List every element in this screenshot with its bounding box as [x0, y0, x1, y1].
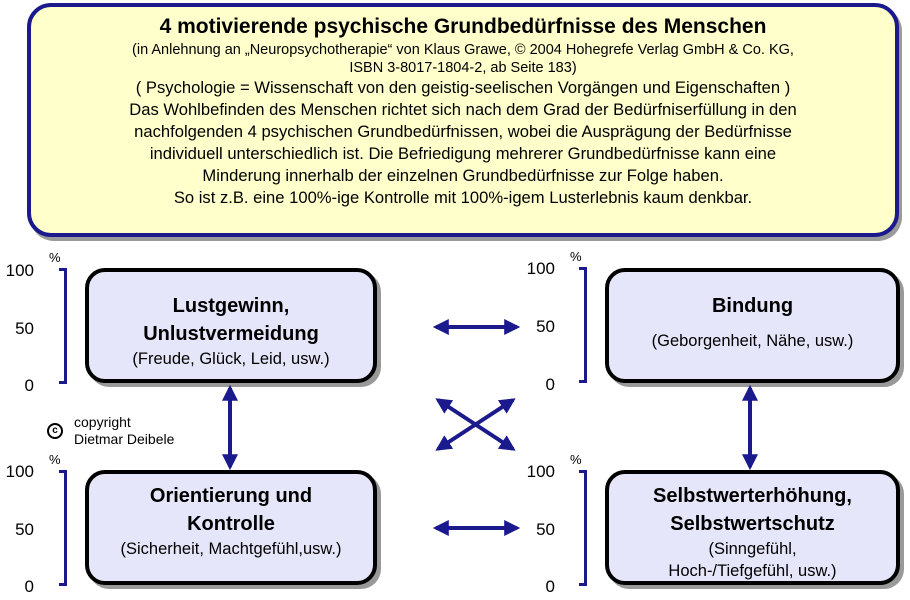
need-subtitle: (Sinngefühl, — [708, 540, 797, 558]
scale-unit: % — [49, 452, 61, 467]
copyright-line-1: copyright — [74, 414, 131, 430]
body-line: ( Psychologie = Wissenschaft von den geistig-seelischen Vorgängen und Eigenschaften ) — [135, 78, 791, 97]
scale-tick-100: 100 — [5, 462, 34, 481]
diagram-title: 4 motivierende psychische Grundbedürfnisse des Menschen — [159, 15, 767, 38]
need-subtitle: (Sicherheit, Machtgefühl,usw.) — [120, 540, 342, 558]
body-line: Das Wohlbefinden des Menschen richtet sich nach dem Grad der Bedürfniserfüllung in den — [129, 100, 797, 119]
scale-tick-50: 50 — [15, 319, 34, 338]
need-subtitle: (Geborgenheit, Nähe, usw.) — [651, 332, 854, 350]
body-line: Minderung innerhalb der einzelnen Grundbedürfnisse zur Folge haben. — [202, 166, 724, 185]
need-title: Bindung — [711, 295, 794, 317]
need-title: Lustgewinn, — [172, 295, 290, 317]
scale-tick-50: 50 — [15, 520, 34, 539]
scale-tick-0: 0 — [24, 376, 34, 395]
scale-unit: % — [570, 249, 582, 264]
need-title: Selbstwerterhöhung, — [653, 485, 852, 507]
need-title: Orientierung und — [149, 485, 313, 507]
reference-line-1: (in Anlehnung an „Neuropsychotherapie“ von Klaus Grawe, © 2004 Hohegrefe Verlag GmbH & Co. KG, — [132, 42, 794, 58]
scale-tick-50: 50 — [536, 317, 555, 336]
copyright-icon: c — [47, 423, 63, 439]
need-title: Kontrolle — [187, 513, 275, 535]
copyright-line-2: Dietmar Deibele — [74, 431, 175, 447]
scale-tick-0: 0 — [545, 577, 555, 596]
scale-tick-100: 100 — [526, 462, 555, 481]
need-title: Selbstwertschutz — [670, 513, 835, 535]
body-line: nachfolgenden 4 psychischen Grundbedürfnissen, wobei die Ausprägung der Bedürfnisse — [134, 122, 792, 141]
scale-tick-100: 100 — [526, 259, 555, 278]
need-subtitle: (Freude, Glück, Leid, usw.) — [132, 350, 330, 368]
need-title: Unlustvermeidung — [143, 323, 319, 345]
scale-tick-0: 0 — [545, 375, 555, 394]
scale-tick-50: 50 — [536, 520, 555, 539]
scale-tick-100: 100 — [5, 261, 34, 280]
scale-unit: % — [49, 250, 61, 265]
scale-unit: % — [570, 452, 582, 467]
body-line: individuell unterschiedlich ist. Die Befriedigung mehrerer Grundbedürfnisse kann eine — [149, 144, 777, 163]
scale-tick-0: 0 — [24, 577, 34, 596]
need-subtitle: Hoch-/Tiefgefühl, usw.) — [668, 562, 837, 580]
body-line: So ist z.B. eine 100%-ige Kontrolle mit 100%-igem Lusterlebnis kaum denkbar. — [173, 188, 753, 207]
reference-line-2: ISBN 3-8017-1804-2, ab Seite 183) — [349, 60, 577, 76]
